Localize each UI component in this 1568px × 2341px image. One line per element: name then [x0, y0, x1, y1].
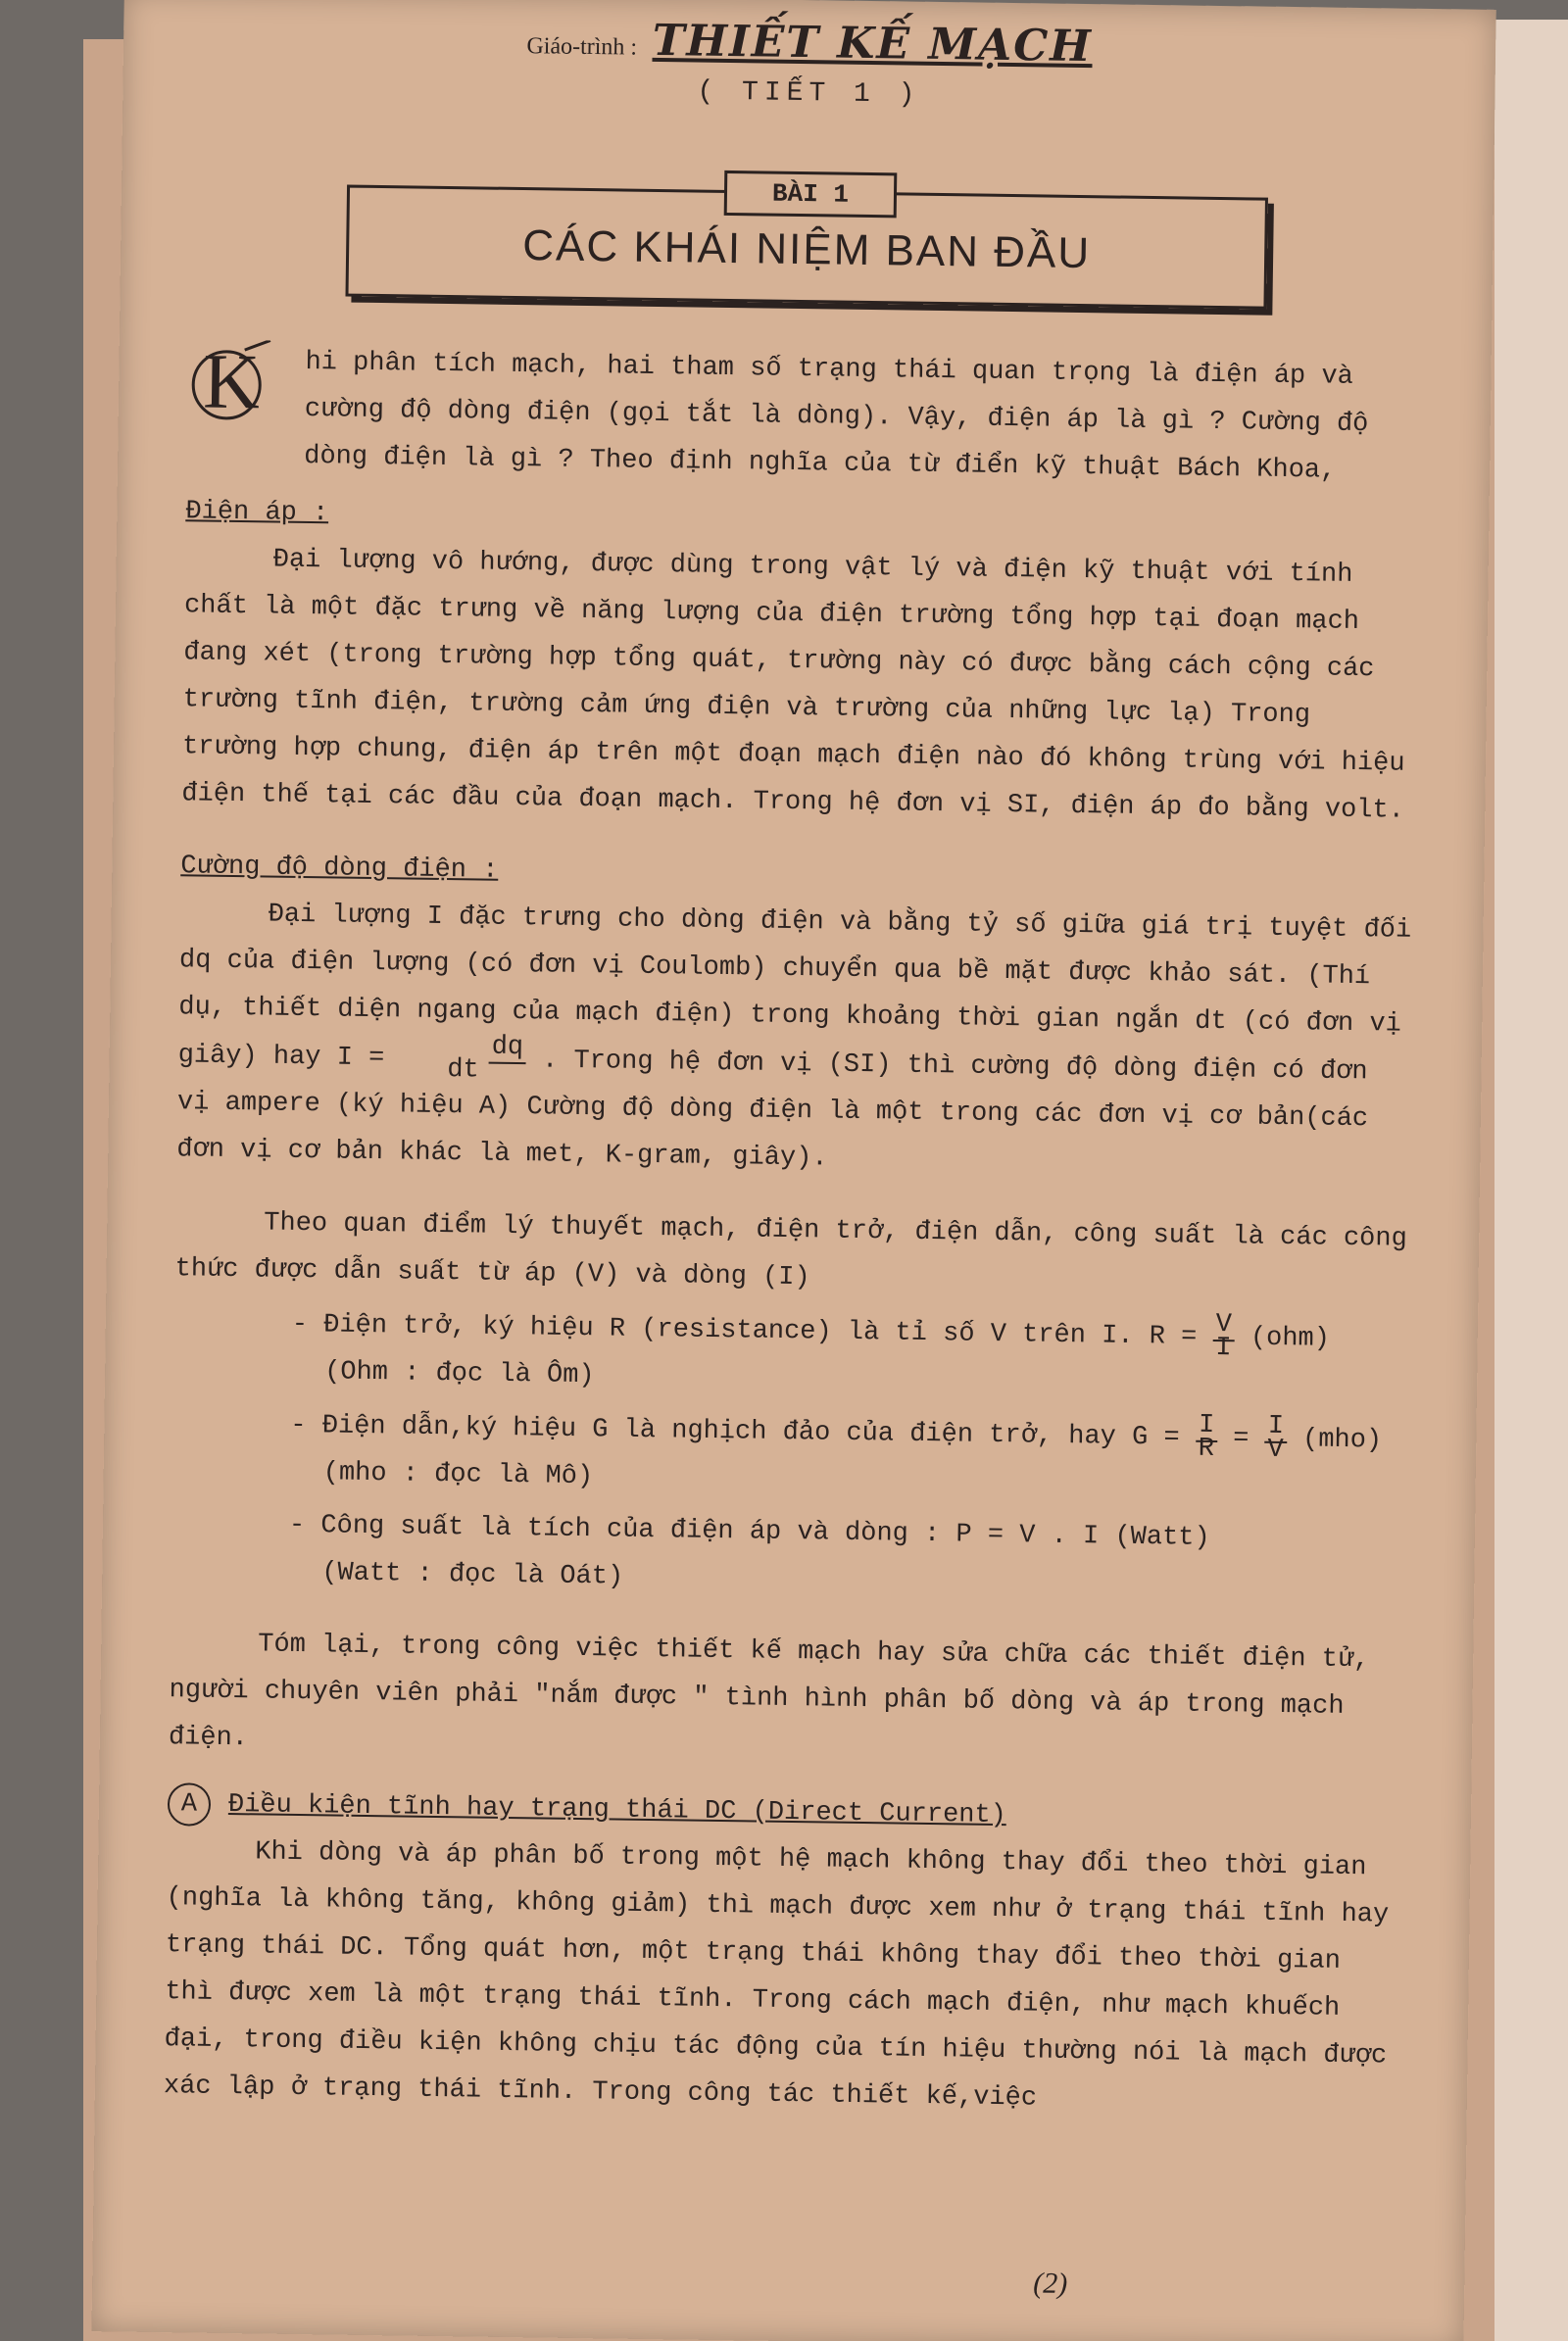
formula-numerator: I — [1265, 1412, 1288, 1443]
current-formula — [400, 1032, 526, 1086]
formula-numerator: dq — [488, 1033, 526, 1065]
voltage-definition: Đại lượng vô hướng, được dùng trong vật lý và điện kỹ thuật với tính chất là một đặc trưng về năng lượng của điện trường tổng hợp tại đoạn mạch đang xét (trong trường hợp tổng quát, trường này có được bằng cách cộng các trường tĩnh điện, trường cảm ứng điện và trường của những lực lạ) Trong trường hợp chung, điện áp trên một đoạn mạch điện nào đó không trùng với hiệu điện thế tại các đầu của đoạn mạch. Trong hệ đơn vị SI, điện áp đo bằng volt. — [181, 545, 1405, 826]
list-item — [291, 1300, 1409, 1411]
document-body — [164, 337, 1423, 2127]
list-item — [288, 1502, 1406, 1612]
conductance-text: - Điện dẫn,ký hiệu G là nghịch đảo của điện trở, hay G = — [290, 1411, 1180, 1453]
conductance-unit: (mho) — [1301, 1425, 1383, 1456]
section-marker: A — [168, 1783, 212, 1828]
lesson-title: CÁC KHÁI NIỆM BAN ĐẦU — [521, 221, 1092, 278]
conductance-formula-1 — [1196, 1411, 1218, 1465]
resistance-unit: (ohm) — [1250, 1323, 1331, 1354]
formula-denominator: dt — [447, 1055, 479, 1086]
section-a-title: Điều kiện tĩnh hay trạng thái DC (Direct Current) — [227, 1790, 1007, 1831]
summary-paragraph: Tóm lại, trong công việc thiết kế mạch hay sửa chữa các thiết điện tử, người chuyên viên phải "nắm được " tình hình phân bố dòng và áp trong mạch điện. — [168, 1630, 1370, 1754]
formula-numerator: I — [1196, 1411, 1218, 1442]
document-page — [91, 0, 1495, 2341]
lesson-label-box: BÀI 1 — [724, 171, 898, 218]
power-note: (Watt : đọc là Oát) — [321, 1558, 624, 1592]
drop-cap-letter: K — [202, 338, 261, 426]
current-definition — [176, 890, 1415, 1191]
conductance-note: (mho : đọc là Mô) — [322, 1458, 594, 1492]
conductance-equals: = — [1233, 1424, 1250, 1454]
course-title: THIẾT KẾ MẠCH — [652, 15, 1094, 73]
theory-paragraph: Theo quan điểm lý thuyết mạch, điện trở, điện dẫn, công suất là các công thức được dẫn suất từ áp (V) và dòng (I) — [174, 1208, 1407, 1293]
resistance-text: - Điện trở, ký hiệu R (resistance) là tỉ số V trên I. R = — [291, 1310, 1198, 1353]
resistance-note: (Ohm : đọc là Ôm) — [323, 1357, 595, 1391]
formula-denominator: I — [1215, 1334, 1232, 1364]
course-prefix: Giáo-trình : — [526, 33, 638, 61]
power-text: - Công suất là tích của điện áp và dòng : P = V . I (Watt) — [288, 1511, 1210, 1554]
intro-paragraph — [186, 337, 1423, 496]
section-a-paragraph: Khi dòng và áp phân bố trong một hệ mạch không thay đổi theo thời gian (nghĩa là không tăng, không giảm) thì mạch được xem như ở trạng thái tĩnh hay trạng thái DC. Tổng quát hơn, một trạng thái không thay đổi theo thời gian thì được xem là một trạng thái tĩnh. Trong cách mạch điện, như mạch khuếch đại, trong điều kiện không chịu tác động của tín hiệu thường nói là mạch được xác lập ở trạng thái tĩnh. Trong công tác thiết kế,việc — [163, 1837, 1390, 2114]
drop-cap — [187, 339, 272, 424]
resistance-formula — [1212, 1310, 1235, 1364]
formula-denominator: V — [1267, 1436, 1284, 1466]
definition-list — [288, 1300, 1409, 1612]
intro-text: hi phân tích mạch, hai tham số trạng thái quan trọng là điện áp và cường độ dòng điện (gọi tắt là dòng). Vậy, điện áp là gì ? Cường độ dòng điện là gì ? Theo định nghĩa của từ điển kỹ thuật Bách Khoa, — [303, 347, 1369, 486]
page-content — [164, 9, 1428, 2127]
formula-numerator: V — [1212, 1310, 1235, 1341]
voltage-heading: Điện áp : — [185, 497, 329, 529]
lesson-number: ( TIẾT 1 ) — [697, 76, 921, 111]
current-text-after: . Trong hệ đơn vị (SI) thì cường độ dòng điện có đơn vị ampere (ký hiệu A) Cường độ dòng điện là một trong các đơn vị cơ bản(các đơn vị cơ bản khác là met, K-gram, giây). — [176, 1046, 1369, 1174]
list-item — [289, 1401, 1407, 1512]
conductance-formula-2 — [1264, 1412, 1287, 1466]
current-text-before: Đại lượng I đặc trưng cho dòng điện và bằng tỷ số giữa giá trị tuyệt đối dq của điện lượng (có đơn vị Coulomb) chuyển qua bề mặt được khảo sát. (Thí dụ, thiết diện ngang của mạch điện) trong khoảng thời gian ngắn dt (có đơn vị giây) hay I = — [177, 900, 1412, 1074]
lesson-title-frame — [346, 166, 1269, 308]
page-number: (2) — [1033, 2267, 1068, 2301]
formula-denominator: R — [1198, 1435, 1215, 1465]
course-header — [192, 9, 1428, 77]
current-heading: Cường độ dòng điện : — [180, 852, 499, 886]
